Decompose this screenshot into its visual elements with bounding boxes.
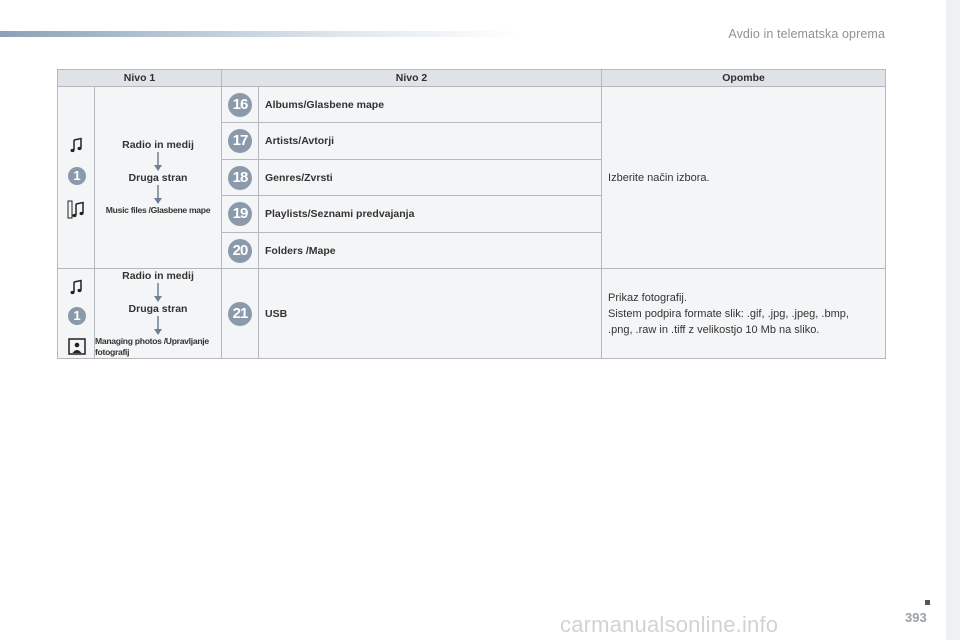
path-step-second-page: Druga stran [128, 172, 188, 184]
option-folders[interactable]: Folders /Mape [259, 233, 602, 269]
note-photo-formats [602, 269, 886, 359]
table-row [58, 87, 886, 123]
note-select-mode: Izberite način izbora. [602, 87, 886, 269]
option-artists[interactable]: Artists/Avtorji [259, 123, 602, 160]
path-step-radio-media: Radio in medij [122, 139, 194, 151]
option-number-badge: 18 [228, 166, 252, 190]
arrow-down-icon [153, 152, 163, 172]
note-line: Sistem podpira formate slik: .gif, .jpg, .jpeg, .bmp, [608, 307, 849, 320]
option-number-badge: 19 [228, 202, 252, 226]
table-header-row [58, 70, 886, 87]
page-marker [925, 600, 930, 605]
note-line: Prikaz fotografij. [608, 291, 687, 304]
option-usb[interactable]: USB [259, 269, 602, 359]
page-number: 393 [905, 610, 927, 625]
watermark: carmanualsonline.info [560, 612, 779, 637]
menu-table [57, 69, 886, 359]
level1-icons [58, 269, 95, 359]
note-line: .png, .raw in .tiff z velikostjo 10 Mb na sliko. [608, 323, 820, 336]
table-row [58, 269, 886, 359]
music-folder-icon [66, 198, 88, 220]
option-playlists[interactable]: Playlists/Seznami predvajanja [259, 196, 602, 233]
option-number-badge: 17 [228, 129, 252, 153]
option-number-badge: 21 [228, 302, 252, 326]
header-notes: Opombe [602, 70, 886, 87]
step-badge-1: 1 [68, 167, 86, 185]
arrow-down-icon [153, 283, 163, 303]
option-albums[interactable]: Albums/Glasbene mape [259, 87, 602, 123]
option-number-cell [222, 196, 259, 233]
page-edge-strip [946, 0, 960, 640]
header-level1: Nivo 1 [58, 70, 222, 87]
option-number-cell [222, 160, 259, 196]
option-number-cell [222, 87, 259, 123]
arrow-down-icon [153, 316, 163, 336]
header-accent-bar [0, 31, 520, 37]
level1-path [95, 87, 222, 269]
level1-path [95, 269, 222, 359]
photo-frame-icon [66, 336, 88, 358]
option-genres[interactable]: Genres/Zvrsti [259, 160, 602, 196]
path-step-music-files: Music files /Glasbene mape [105, 205, 211, 215]
option-number-cell [222, 123, 259, 160]
arrow-down-icon [153, 185, 163, 205]
path-step-radio-media: Radio in medij [122, 269, 194, 282]
path-step-managing-photos: Managing photos /Upravljanje fotografij [95, 335, 209, 357]
music-note-icon [66, 276, 88, 298]
music-note-icon [66, 134, 88, 156]
option-number-badge: 20 [228, 239, 252, 263]
option-number-cell [222, 269, 259, 359]
header-level2: Nivo 2 [222, 70, 602, 87]
path-step-second-page: Druga stran [128, 302, 188, 315]
option-number-cell [222, 233, 259, 269]
section-title: Avdio in telematska oprema [728, 27, 885, 41]
option-number-badge: 16 [228, 93, 252, 117]
level1-icons [58, 87, 95, 269]
step-badge-1: 1 [68, 307, 86, 325]
